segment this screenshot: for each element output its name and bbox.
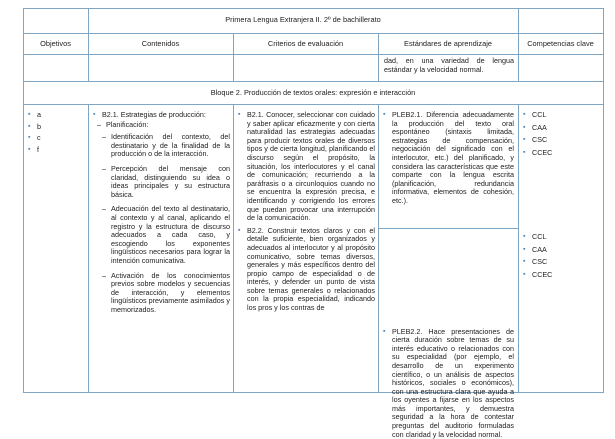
contenido-item: – Activación de los conocimientos previos sobre modelos y secuencias de interacción, y elementos lingüísticos previamente asimilados y memorizados.: [97, 272, 230, 315]
estandar-item: ▪ PLEB2.2. Hace presentaciones de cierta duración sobre temas de su interés educativo o relacionados con su especialidad (por ejemplo, el desarrollo de un experimento científico, o un análisis de aspectos históricos, sociales o económicos), con una estructura clara que ayuda a los oyentes a fijarse en los aspectos más importantes, y demuestra seguridad a la hora de contestar preguntas del auditorio formuladas con claridad y la velocidad normal.: [382, 328, 514, 439]
border-line: [88, 104, 89, 393]
column-header-contenidos: Contenidos: [141, 39, 180, 48]
criterios-cell: [237, 111, 375, 391]
competencia-item: ▪ CCEC: [522, 149, 600, 158]
competencia-item: ▪ CSC: [522, 258, 600, 267]
competencia-item: ▪ CAA: [522, 246, 600, 255]
border-line: [23, 8, 24, 393]
border-line: [518, 104, 519, 393]
border-line: [23, 104, 603, 105]
border-line: [23, 392, 603, 393]
column-header-objetivos: Objetivos: [40, 39, 71, 48]
column-header-criterios: Criterios de evaluación: [267, 39, 344, 48]
contenido-main: ▪ B2.1. Estrategias de producción:: [92, 111, 230, 120]
block-title: Bloque 2. Producción de textos orales: expresión e interacción: [210, 88, 416, 97]
competencia-item: ▪ CSC: [522, 136, 600, 145]
criterio-item: ▪ B2.2. Construir textos claros y con el detalle suficiente, bien organizados y adecuados al interlocutor y al propósito comunicativo, sobre temas diversos, generales y más específicos dentro del propio campo de especialidad o de interés, y defender un punto de vista sobre temas generales o relacionados con la propia especialidad, indicando los pros y los contras de: [237, 227, 375, 313]
estandar-item: ▪ PLEB2.1. Diferencia adecuadamente la producción del texto oral espontáneo (sintaxis limitada, estrategias de compensación, negociación del significado con el interlocutor, etc.) del planificado, y considera las características que este comparte con la lengua escrita (planificación, redundancia informativa, elementos de cohesión, etc.).: [382, 111, 514, 206]
contenido-item: – Percepción del mensaje con claridad, distinguiendo su idea o ideas principales y su estructura básica.: [97, 165, 230, 199]
carryover-text: dad, en una variedad de lengua estándar y la velocidad normal.: [384, 56, 514, 74]
table-title: Primera Lengua Extranjera II. 2º de bachillerato: [225, 15, 381, 24]
border-line: [23, 81, 603, 82]
border-line: [233, 104, 234, 393]
objetivo-item: ▪ a: [27, 111, 85, 120]
competencia-item: ▪ CCL: [522, 111, 600, 120]
objetivo-item: ▪ b: [27, 123, 85, 132]
objetivos-list: [27, 111, 85, 154]
criterio-item: ▪ B2.1. Conocer, seleccionar con cuidado y saber aplicar eficazmente y con cierta naturalidad las estrategias adecuadas para producir textos orales de diversos tipos y de cierta longitud, planificando el discurso según el propósito, la situación, los interlocutores y el canal de comunicación; recurriendo a la paráfrasis o a circunloquios cuando no se encuentra la expresión precisa, e identificando y corrigiendo los errores que puedan provocar una interrupción de la comunicación.: [237, 111, 375, 223]
contenidos-cell: [92, 111, 230, 314]
competencia-item: ▪ CCEC: [522, 271, 600, 280]
contenido-item: – Adecuación del texto al destinatario, al contexto y al canal, aplicando el registro y la estructura de discurso adecuados a cada caso, y escogiendo los exponentes lingüísticos necesarios para lograr la intención comunicativa.: [97, 205, 230, 265]
competencias-list: [522, 233, 600, 279]
competencia-item: ▪ CCL: [522, 233, 600, 242]
objetivo-item: ▪ f: [27, 146, 85, 155]
border-line: [23, 54, 603, 55]
border-line: [378, 228, 518, 229]
border-line: [23, 33, 603, 34]
border-line: [603, 8, 604, 393]
border-line: [378, 104, 379, 393]
contenido-sub: – Planificación:: [97, 121, 230, 130]
column-header-estandares: Estándares de aprendizaje: [404, 39, 492, 48]
competencias-list: [522, 111, 600, 157]
contenido-item: – Identificación del contexto, del destinatario y de la finalidad de la producción o de la interacción.: [97, 133, 230, 159]
competencia-item: ▪ CAA: [522, 124, 600, 133]
column-header-competencias: Competencias clave: [527, 39, 594, 48]
objetivo-item: ▪ c: [27, 134, 85, 143]
border-line: [23, 8, 603, 9]
